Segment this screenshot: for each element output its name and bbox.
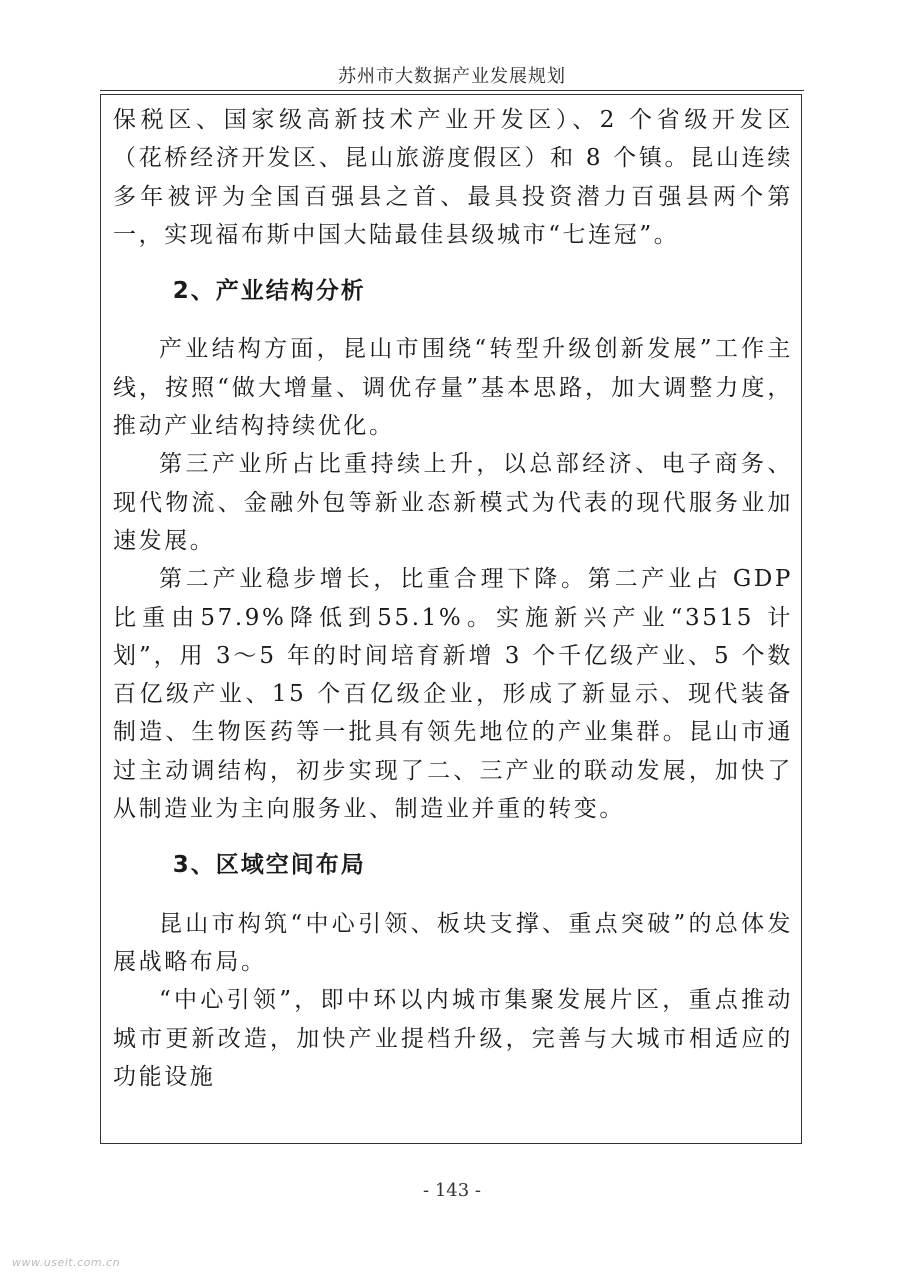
- paragraph-2: 产业结构方面，昆山市围绕“转型升级创新发展”工作主线，按照“做大增量、调优存量”基本思路，加大调整力度，推动产业结构持续优化。: [113, 336, 793, 440]
- page-header-title: 苏州市大数据产业发展规划: [338, 66, 566, 87]
- page-number: - 143 -: [423, 1180, 481, 1201]
- header-divider: [100, 90, 804, 91]
- section-heading-2: 2、产业结构分析: [172, 278, 366, 305]
- paragraph-1: 保税区、国家级高新技术产业开发区）、2 个省级开发区（花桥经济开发区、昆山旅游度假区）和 8 个镇。昆山连续多年被评为全国百强县之首、最具投资潜力百强县两个第一，实现福布斯中国大陆最佳县级城市“七连冠”。: [113, 107, 793, 248]
- paragraph-3: 第三产业所占比重持续上升，以总部经济、电子商务、现代物流、金融外包等新业态新模式为代表的现代服务业加速发展。: [113, 451, 793, 554]
- watermark: www.useit.com.cn: [12, 1256, 121, 1269]
- paragraph-5: 昆山市构筑“中心引领、板块支撑、重点突破”的总体发展战略布局。: [113, 910, 793, 975]
- document-body: [113, 101, 793, 1096]
- section-heading-3: 3、区域空间布局: [172, 852, 366, 879]
- content-frame: [100, 94, 802, 1144]
- paragraph-6: “中心引领”，即中环以内城市集聚发展片区，重点推动城市更新改造，加快产业提档升级，完善与大城市相适应的功能设施: [113, 987, 793, 1090]
- paragraph-4: 第二产业稳步增长，比重合理下降。第二产业占 GDP 比重由57.9%降低到55.1%。实施新兴产业“3515 计划”，用 3～5 年的时间培育新增 3 个千亿级产业、5 个数百亿级产业、15 个百亿级企业，形成了新显示、现代装备制造、生物医药等一批具有领先地位的产业集群。昆山市通过主动调结构，初步实现了二、三产业的联动发展，加快了从制造业为主向服务业、制造业并重的转变。: [113, 566, 793, 823]
